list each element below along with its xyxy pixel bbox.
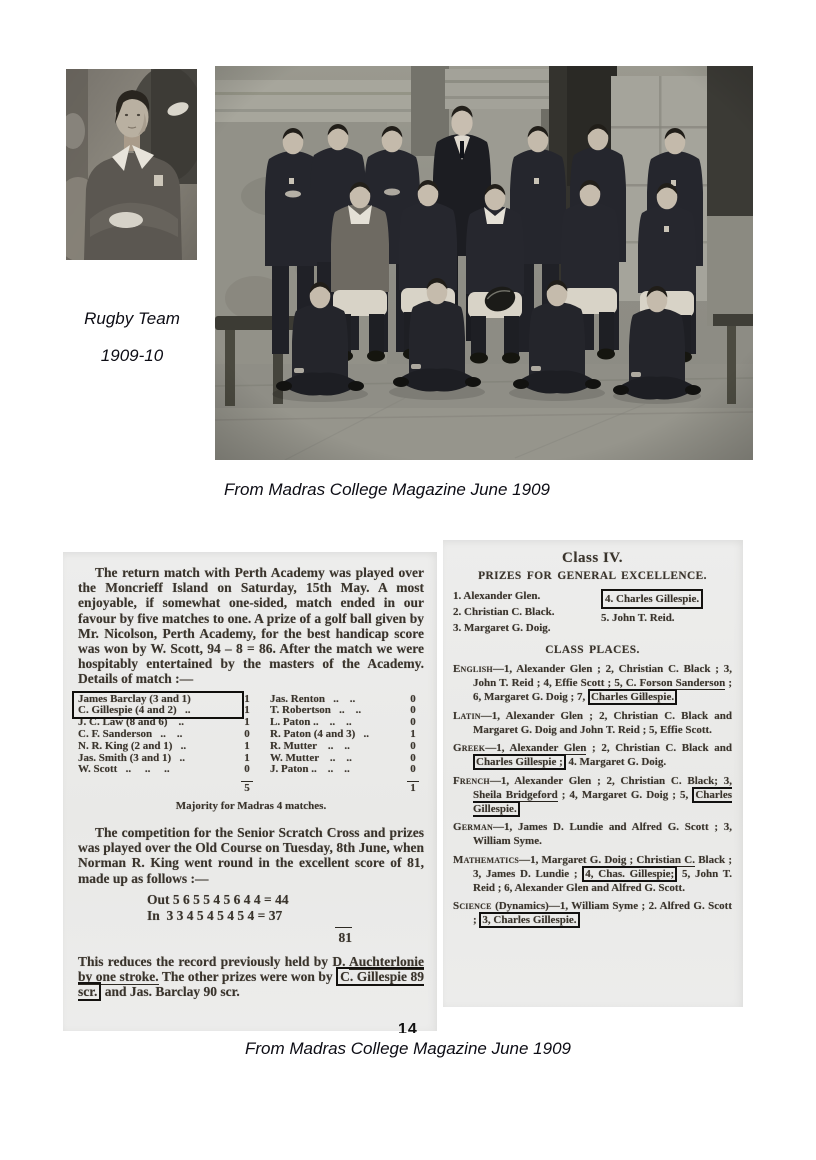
underlined-text: Sheila Bridgeford xyxy=(473,788,558,801)
player-home: C. Gillespie (4 and 2) .. xyxy=(78,705,191,717)
match-results-table xyxy=(78,694,424,795)
player-away: T. Robertson .. .. xyxy=(270,705,362,717)
player-away: Jas. Renton .. .. xyxy=(270,693,356,705)
subject-label: English xyxy=(453,663,493,675)
class-places-heading: CLASS PLACES. xyxy=(545,644,640,656)
portrait-photo xyxy=(66,69,197,260)
match-row xyxy=(78,717,424,729)
player-away: L. Paton .. .. .. xyxy=(270,717,352,729)
score-home: 1 xyxy=(244,751,250,764)
highlight-box-gillespie-english: Charles Gillespie. xyxy=(588,689,677,705)
score-home: 0 xyxy=(244,763,250,776)
portrait-caption-line1: Rugby Team xyxy=(84,309,180,328)
highlight-box-gillespie-french: Charles Gillespie. xyxy=(473,788,732,815)
text-run: This reduces the record previously held by D. xyxy=(78,953,349,969)
prize-item: 2. Christian C. Black. xyxy=(453,606,555,618)
score-home: 1 xyxy=(244,716,250,729)
subject-label: Mathematics xyxy=(453,853,520,866)
highlight-box-gillespie-prize: C. Gillespie 89 scr. xyxy=(78,969,424,1000)
class-places-entry-latin: Latin—1, Alexander Glen ; 2, Christian C. Black and Margaret G. Doig and John T. Reid ; 5, Effie Scott. xyxy=(453,709,732,736)
match-row xyxy=(78,764,424,776)
team-photo-art xyxy=(215,66,753,460)
class-places-entry-mathematics: Mathematics—1, Margaret G. Doig ; Christian C. Black ; 3, James D. Lundie ; 4, Chas. Gillespie; 5, John T. Reid ; 6, Alexander Glen and Alfred G. Scott. xyxy=(453,853,733,894)
subject-label: French xyxy=(453,774,490,787)
prize-list xyxy=(453,588,732,636)
majority-line: Majority for Madras 4 matches. xyxy=(175,800,327,812)
out-score-line: Out 5 6 5 5 4 5 6 4 4 = 44 xyxy=(147,891,289,907)
match-row xyxy=(78,694,424,706)
player-home: Jas. Smith (3 and 1) .. xyxy=(78,752,185,764)
score-away: 0 xyxy=(410,716,416,729)
player-home: J. C. Law (8 and 6) .. xyxy=(78,717,185,729)
player-home: C. F. Sanderson .. .. xyxy=(78,729,183,741)
in-score-line: In 3 3 4 5 4 5 4 5 4 = 37 xyxy=(147,907,283,923)
subject-label: Greek xyxy=(453,742,486,754)
highlight-box-gillespie-greek: Charles Gillespie ; xyxy=(473,754,566,770)
subject-label: Science xyxy=(453,900,492,912)
score-away: 0 xyxy=(410,763,416,776)
underlined-text: C. Forson Sanderson xyxy=(625,677,726,689)
highlight-box-gillespie-mathematics: 4, Chas. Gillespie; xyxy=(582,866,677,882)
rugby-team-photo xyxy=(215,66,753,460)
score-home: 0 xyxy=(244,728,250,741)
round-total: 81 xyxy=(338,929,352,945)
text-run: The other prizes were won by xyxy=(158,969,337,985)
team-photo-caption: From Madras College Magazine June 1909 xyxy=(224,480,551,499)
underlined-text: Auchterlonie by one stroke. xyxy=(78,953,424,985)
magazine-clipping-golf xyxy=(63,552,437,1031)
class-places-entry-greek: Greek—1, Alexander Glen ; 2, Christian C. Black and Charles Gillespie ; 4. Margaret G. Doig. xyxy=(453,742,732,768)
player-away: W. Mutter .. .. xyxy=(270,752,352,764)
match-row xyxy=(78,705,424,717)
class-places-entry-french: French—1, Alexander Glen ; 2, Christian C. Black; 3, Sheila Bridgeford ; 4, Margaret G. Doig ; 5, Charles Gillespie. xyxy=(453,774,732,815)
class-places-entry-science: Science (Dynamics)—1, William Syme ; 2. Alfred G. Scott ; 3, Charles Gillespie. xyxy=(453,900,732,926)
golf-paragraph-1: The return match with Perth Academy was played over the Moncrieff Island on Saturday, 15th May. A most enjoyable, if somewhat one-sided, match ended in our favour by five matches to one. A prize of a golf ball given by Mr. Nicolson, Perth Academy, for the best handicap score was won by W. Scott, 94 – 8 = 86. After the match we were hospitably entertained by the masters of the Academy. Details of match :— xyxy=(78,565,424,687)
prize-item xyxy=(601,588,732,610)
player-home: N. R. King (2 and 1) .. xyxy=(78,740,187,752)
class-title: Class IV. xyxy=(562,550,623,566)
class-places-entry-german: German—1, James D. Lundie and Alfred G. Scott ; 3, William Syme. xyxy=(453,821,732,847)
highlight-box-gillespie-excellence: 4. Charles Gillespie. xyxy=(601,589,703,609)
highlight-box-gillespie-science: 3, Charles Gillespie. xyxy=(479,912,579,928)
score-home: 1 xyxy=(244,692,250,705)
subject-label: German xyxy=(453,821,493,833)
score-away: 0 xyxy=(410,692,416,705)
score-away: 0 xyxy=(410,739,416,752)
score-home: 1 xyxy=(244,739,250,752)
golf-scorecard xyxy=(147,892,355,946)
total-home: 5 xyxy=(236,778,258,795)
score-home: 1 xyxy=(244,704,250,717)
magazine-clipping-prizes xyxy=(443,540,743,1007)
underlined-text: Doig ; Christian C. xyxy=(604,853,695,866)
prizes-heading: PRIZES FOR GENERAL EXCELLENCE. xyxy=(478,570,707,582)
match-totals-row xyxy=(78,778,424,795)
prize-item: 1. Alexander Glen. xyxy=(453,590,541,602)
page-number: 14 xyxy=(398,1022,418,1033)
match-row xyxy=(78,753,424,765)
score-away: 1 xyxy=(410,728,416,741)
portrait-photo-art xyxy=(66,69,197,260)
player-home: W. Scott .. .. .. xyxy=(78,764,170,776)
underlined-text: 1, Alexander Glen xyxy=(496,742,587,754)
score-away: 0 xyxy=(410,751,416,764)
sum-rule xyxy=(335,927,352,928)
player-away: R. Mutter .. .. xyxy=(270,740,350,752)
match-row xyxy=(78,729,424,741)
prize-item: 3. Margaret G. Doig. xyxy=(453,622,551,634)
total-away: 1 xyxy=(402,778,424,795)
text-run: and Jas. Barclay 90 scr. xyxy=(101,984,240,1000)
class-places-entry-english: English—1, Alexander Glen ; 2, Christian C. Black ; 3, John T. Reid ; 4, Effie Scott ; 5, C. Forson Sanderson ; 6, Margaret G. Doig ; 7, Charles Gillespie. xyxy=(453,663,732,703)
prize-item: 5. John T. Reid. xyxy=(601,612,675,624)
bottom-caption: From Madras College Magazine June 1909 xyxy=(244,1039,571,1058)
player-away: R. Paton (4 and 3) .. xyxy=(270,729,370,741)
score-away: 0 xyxy=(410,704,416,717)
match-row xyxy=(78,741,424,753)
subject-label: Latin xyxy=(453,709,481,722)
player-away: J. Paton .. .. .. xyxy=(270,764,350,776)
player-home: James Barclay (3 and 1) xyxy=(78,693,191,705)
golf-paragraph-3 xyxy=(78,954,424,1000)
golf-paragraph-2: The competition for the Senior Scratch Cross and prizes was played over the Old Course on Tuesday, 8th June, when Norman R. King went round in the excellent score of 81, made up as follows :— xyxy=(78,825,424,886)
portrait-caption-line2: 1909-10 xyxy=(100,346,164,365)
